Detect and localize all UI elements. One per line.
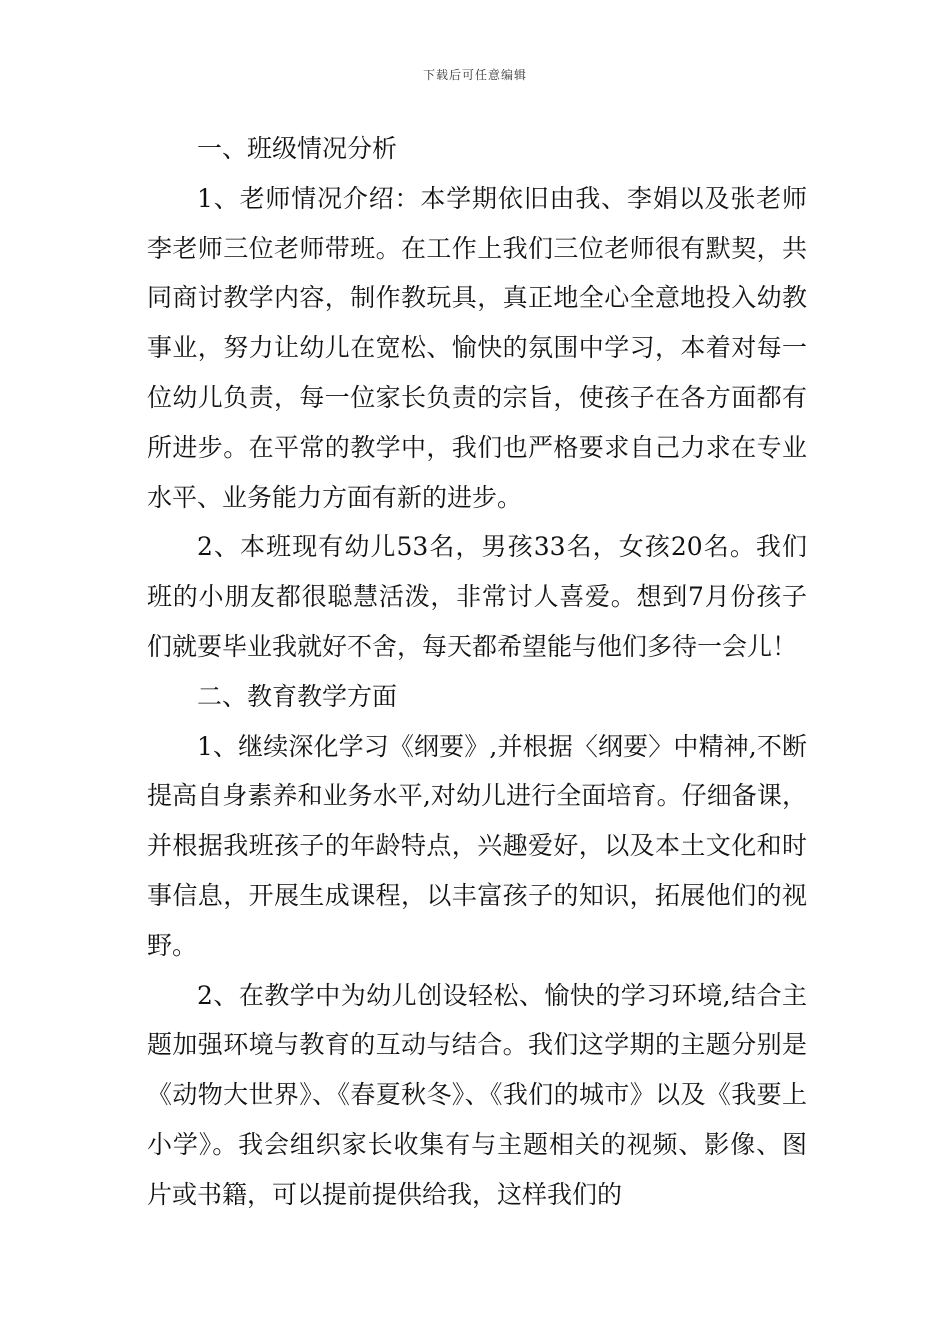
section-heading-education: 二、教育教学方面 xyxy=(197,681,398,711)
section-heading-class-analysis: 一、班级情况分析 xyxy=(197,134,398,163)
paragraph-class-roster: 2、本班现有幼儿53名，男孩33名，女孩20名。我们班的小朋友都很聪慧活泼，非常讨人喜爱。想到7月份孩子们就要毕业我就好不舍，每天都希望能与他们多待一会儿！ xyxy=(147,532,807,661)
paragraph-learning-environment: 2、在教学中为幼儿创设轻松、愉快的学习环境,结合主题加强环境与教育的互动与结合。我们这学期的主题分别是《动物大世界》、《春夏秋冬》、《我们的城市》以及《我要上小学》。我会组织家长收集有与主题相关的视频、影像、图片或书籍，可以提前提供给我，这样我们的 xyxy=(147,980,807,1209)
paragraph-outline-study: 1、继续深化学习《纲要》,并根据〈纲要〉中精神,不断提高自身素养和业务水平,对幼儿进行全面培育。仔细备课，并根据我班孩子的年龄特点，兴趣爱好，以及本土文化和时事信息，开展生成课程，以丰富孩子的知识，拓展他们的视野。 xyxy=(147,731,807,960)
page-header-note: 下载后可任意编辑 xyxy=(422,68,527,82)
document-body xyxy=(147,124,807,1220)
paragraph-teacher-intro: 1、老师情况介绍：本学期依旧由我、李娟以及张老师李老师三位老师带班。在工作上我们三位老师很有默契，共同商讨教学内容，制作教玩具，真正地全心全意地投入幼教事业，努力让幼儿在宽松、愉快的氛围中学习，本着对每一位幼儿负责，每一位家长负责的宗旨，使孩子在各方面都有所进步。在平常的教学中，我们也严格要求自己力求在专业水平、业务能力方面有新的进步。 xyxy=(147,183,807,512)
